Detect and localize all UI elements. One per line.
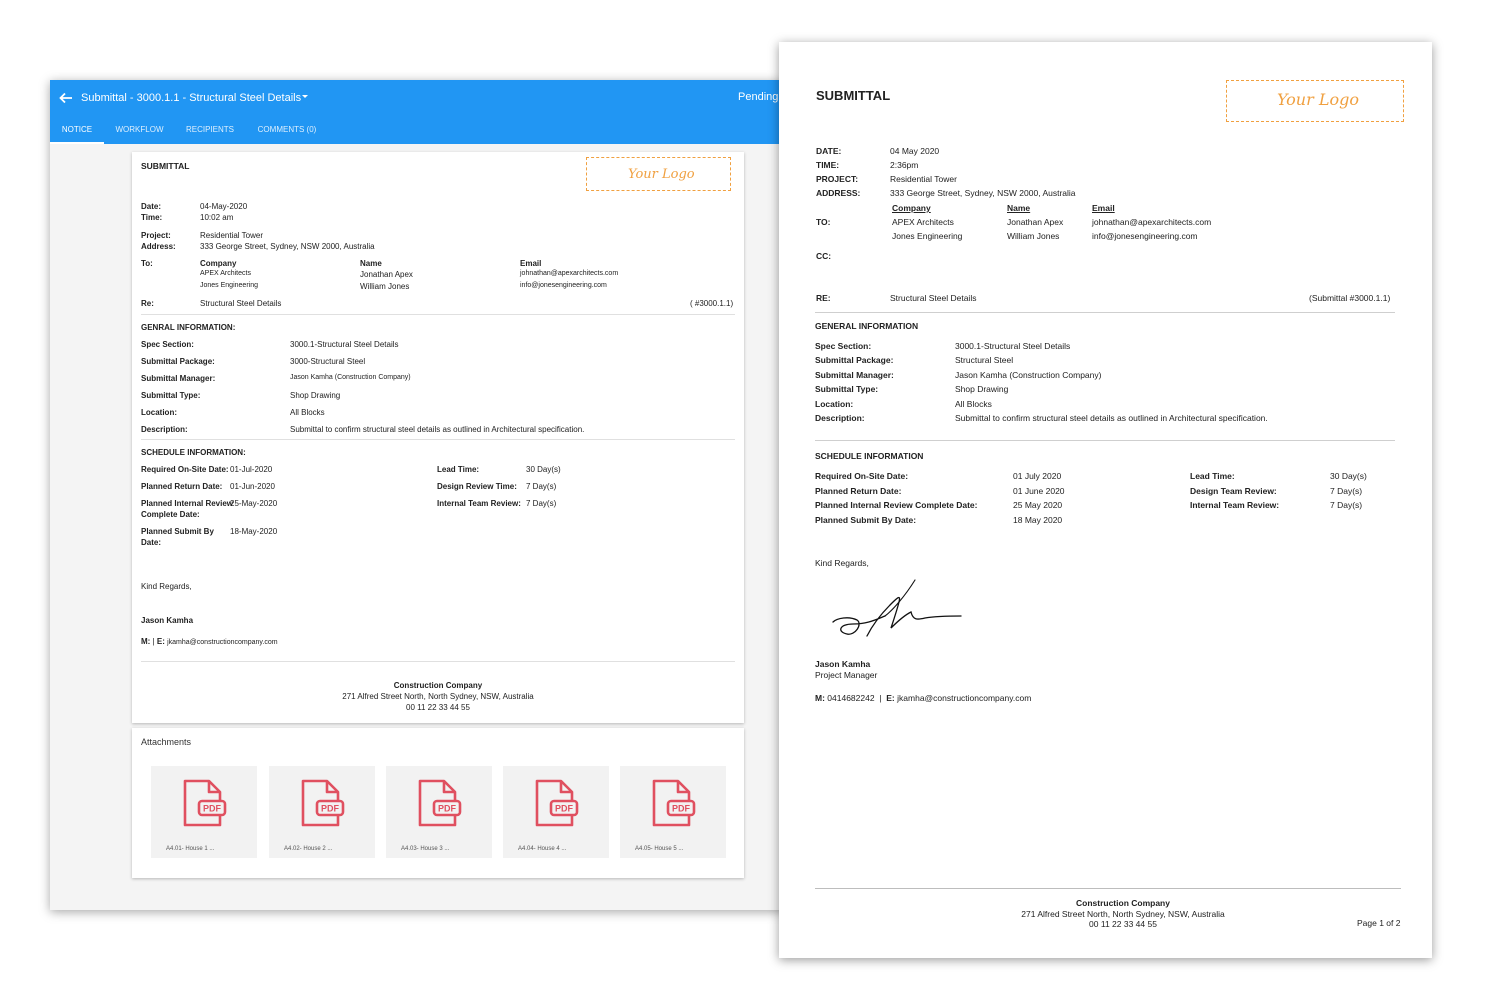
- recipient-name: Jonathan Apex: [360, 270, 413, 279]
- pdf-file-icon: [181, 778, 227, 828]
- name-column-header: Name: [360, 259, 382, 268]
- pdf-recipient-email: johnathan@apexarchitects.com: [1092, 217, 1212, 227]
- pdf-location-value: All Blocks: [955, 399, 992, 409]
- divider: [815, 888, 1401, 889]
- pdf-submittal-manager-value: Jason Kamha (Construction Company): [955, 370, 1102, 380]
- contact-line: [141, 637, 278, 646]
- attachment-filename: A4.01- House 1 ...: [166, 846, 215, 852]
- pdf-planned-submit-date-value: 18 May 2020: [1013, 515, 1063, 525]
- pdf-internal-team-review-label: Internal Team Review:: [1190, 500, 1280, 510]
- pdf-recipient-name: Jonathan Apex: [1007, 217, 1064, 227]
- footer-phone: 00 11 22 33 44 55: [406, 703, 470, 712]
- attachment-filename: A4.05- House 5 ...: [635, 846, 684, 852]
- notice-heading: SUBMITTAL: [141, 161, 190, 171]
- pdf-time-label: TIME:: [816, 160, 840, 170]
- attachment-filename: A4.04- House 4 ...: [518, 846, 567, 852]
- pdf-file-icon: [416, 778, 462, 828]
- planned-return-date-value: 01-Jun-2020: [230, 482, 275, 491]
- submittal-title: Submittal - 3000.1.1 - Structural Steel Details: [81, 92, 302, 104]
- pdf-design-team-review-label: Design Team Review:: [1190, 486, 1277, 496]
- notice-footer: [132, 680, 744, 713]
- pdf-badge: PDF: [321, 803, 339, 814]
- pdf-planned-return-date-value: 01 June 2020: [1013, 486, 1065, 496]
- pdf-recipient-name: William Jones: [1007, 231, 1060, 241]
- pdf-description-label: Description:: [815, 413, 865, 423]
- attachment-filename: A4.02- House 2 ...: [284, 846, 333, 852]
- pdf-badge: PDF: [555, 803, 573, 814]
- pdf-schedule-info-heading: SCHEDULE INFORMATION: [815, 451, 924, 461]
- footer-company: Construction Company: [393, 681, 483, 690]
- location-value: All Blocks: [290, 408, 325, 417]
- divider: [815, 440, 1395, 441]
- location-label: Location:: [141, 408, 177, 417]
- time-value: 10:02 am: [200, 213, 234, 222]
- pdf-submittal-type-value: Shop Drawing: [955, 384, 1009, 394]
- recipient-company: Jones Engineering: [200, 282, 258, 289]
- design-review-time-value: 7 Day(s): [526, 482, 557, 491]
- planned-internal-review-label: Complete Date:: [141, 510, 200, 519]
- internal-team-review-label: Internal Team Review:: [437, 499, 521, 508]
- app-bar: [50, 80, 785, 144]
- email-column-header: Email: [520, 259, 542, 268]
- pdf-contact-separator: |: [879, 693, 882, 703]
- submittal-package-label: Submittal Package:: [141, 357, 215, 366]
- pdf-date-value: 04 May 2020: [890, 146, 940, 156]
- description-value: Submittal to confirm structural steel details as outlined in Architectural specification.: [290, 425, 585, 434]
- pdf-time-value: 2:36pm: [890, 160, 919, 170]
- submittal-app-window: [50, 80, 785, 910]
- logo-placeholder: [586, 157, 731, 191]
- pdf-recipient-company: APEX Architects: [892, 217, 954, 227]
- pdf-recipient-email: info@jonesengineering.com: [1092, 231, 1198, 241]
- submittal-pdf-page: [779, 42, 1432, 958]
- required-onsite-date-value: 01-Jul-2020: [230, 465, 273, 474]
- divider: [141, 439, 735, 440]
- required-onsite-date-label: Required On-Site Date:: [141, 465, 229, 474]
- submittal-type-value: Shop Drawing: [290, 391, 341, 400]
- pdf-kind-regards: Kind Regards,: [815, 558, 869, 568]
- pdf-project-value: Residential Tower: [890, 174, 957, 184]
- planned-submit-date-value: 18-May-2020: [230, 527, 278, 536]
- contact-separator: |: [152, 637, 155, 646]
- pdf-location-label: Location:: [815, 399, 854, 409]
- recipient-name: William Jones: [360, 282, 410, 291]
- pdf-to-label: TO:: [816, 217, 831, 227]
- email-label: E:: [156, 637, 165, 646]
- pdf-heading: SUBMITTAL: [816, 88, 891, 103]
- pdf-email-column-header: Email: [1092, 203, 1115, 213]
- pdf-submittal-package-label: Submittal Package:: [815, 355, 894, 365]
- pdf-submittal-type-label: Submittal Type:: [815, 384, 879, 394]
- project-value: Residential Tower: [200, 231, 263, 240]
- pdf-design-team-review-value: 7 Day(s): [1330, 486, 1363, 496]
- divider: [815, 312, 1395, 313]
- pdf-badge: PDF: [672, 803, 690, 814]
- submittal-package-value: 3000-Structural Steel: [290, 357, 366, 366]
- submittal-manager-value: Jason Kamha (Construction Company): [290, 374, 411, 381]
- pdf-lead-time-label: Lead Time:: [1190, 471, 1235, 481]
- pdf-contact-line: [815, 693, 1031, 703]
- signer-name: Jason Kamha: [141, 616, 194, 625]
- general-info-heading: GENRAL INFORMATION:: [141, 323, 236, 332]
- submittal-manager-label: Submittal Manager:: [141, 374, 216, 383]
- planned-submit-date-label: Planned Submit By: [141, 527, 214, 536]
- attachment-tile[interactable]: [503, 766, 609, 858]
- pdf-spec-section-value: 3000.1-Structural Steel Details: [955, 341, 1071, 351]
- re-label: Re:: [141, 299, 154, 308]
- tab-comments[interactable]: COMMENTS (0): [257, 125, 317, 134]
- footer-address: 271 Alfred Street North, North Sydney, NSW, Australia: [342, 692, 534, 701]
- pdf-contact-email: jkamha@constructioncompany.com: [897, 693, 1032, 703]
- pdf-logo-text: Your Logo: [1277, 90, 1359, 109]
- pdf-project-label: PROJECT:: [816, 174, 859, 184]
- re-reference: ( #3000.1.1): [690, 299, 734, 308]
- description-label: Description:: [141, 425, 188, 434]
- kind-regards: Kind Regards,: [141, 582, 192, 591]
- pdf-required-onsite-date-value: 01 July 2020: [1013, 471, 1062, 481]
- attachments-card: [132, 728, 744, 878]
- divider: [141, 661, 735, 662]
- pdf-spec-section-label: Spec Section:: [815, 341, 872, 351]
- planned-internal-review-label: Planned Internal Review: [141, 499, 234, 508]
- date-value: 04-May-2020: [200, 202, 248, 211]
- pdf-mobile-number: 0414682242: [827, 693, 875, 703]
- signature-image: [827, 574, 967, 646]
- pdf-submittal-manager-label: Submittal Manager:: [815, 370, 894, 380]
- schedule-info-heading: SCHEDULE INFORMATION:: [141, 448, 246, 457]
- attachment-tile[interactable]: [151, 766, 257, 858]
- pdf-email-label: E:: [886, 693, 895, 703]
- design-review-time-label: Design Review Time:: [437, 482, 517, 491]
- recipient-email: johnathan@apexarchitects.com: [520, 270, 619, 277]
- pdf-general-info-heading: GENERAL INFORMATION: [815, 321, 919, 331]
- pdf-footer-company: Construction Company: [1076, 898, 1170, 908]
- logo-text: Your Logo: [628, 167, 695, 182]
- pdf-planned-internal-review-label: Planned Internal Review Complete Date:: [815, 500, 978, 510]
- recipient-company: APEX Architects: [200, 270, 251, 277]
- pdf-mobile-label: M:: [815, 693, 825, 703]
- pdf-description-value: Submittal to confirm structural steel details as outlined in Architectural specification.: [955, 413, 1268, 423]
- pdf-re-value: Structural Steel Details: [890, 293, 977, 303]
- pdf-badge: PDF: [438, 803, 456, 814]
- pdf-signer-title: Project Manager: [815, 670, 878, 680]
- address-label: Address:: [141, 242, 176, 251]
- attachment-tile[interactable]: [620, 766, 726, 858]
- pdf-company-column-header: Company: [892, 203, 931, 213]
- pdf-footer-address: 271 Alfred Street North, North Sydney, NSW, Australia: [1021, 908, 1225, 919]
- re-value: Structural Steel Details: [200, 299, 282, 308]
- pdf-name-column-header: Name: [1007, 203, 1031, 213]
- pdf-planned-return-date-label: Planned Return Date:: [815, 486, 902, 496]
- pdf-file-icon: [533, 778, 579, 828]
- pdf-re-label: RE:: [816, 293, 831, 303]
- tab-workflow[interactable]: WORKFLOW: [115, 125, 164, 134]
- pdf-planned-internal-review-value: 25 May 2020: [1013, 500, 1063, 510]
- lead-time-value: 30 Day(s): [526, 465, 561, 474]
- pdf-planned-submit-date-label: Planned Submit By Date:: [815, 515, 917, 525]
- recipient-email: info@jonesengineering.com: [520, 282, 607, 289]
- internal-team-review-value: 7 Day(s): [526, 499, 557, 508]
- pdf-lead-time-value: 30 Day(s): [1330, 471, 1367, 481]
- tab-notice[interactable]: NOTICE: [50, 116, 104, 144]
- planned-return-date-label: Planned Return Date:: [141, 482, 223, 491]
- planned-internal-review-value: 25-May-2020: [230, 499, 278, 508]
- pdf-address-value: 333 George Street, Sydney, NSW 2000, Australia: [890, 188, 1076, 198]
- pdf-recipient-company: Jones Engineering: [892, 231, 963, 241]
- company-column-header: Company: [200, 259, 237, 268]
- title-dropdown-icon[interactable]: [300, 91, 310, 101]
- pdf-internal-team-review-value: 7 Day(s): [1330, 500, 1363, 510]
- mobile-label: M:: [141, 637, 151, 646]
- project-label: Project:: [141, 231, 171, 240]
- pdf-logo-placeholder: [1226, 80, 1404, 122]
- spec-section-label: Spec Section:: [141, 340, 194, 349]
- pdf-date-label: DATE:: [816, 146, 842, 156]
- pdf-page-number: Page 1 of 2: [1357, 918, 1401, 928]
- submittal-type-label: Submittal Type:: [141, 391, 201, 400]
- pdf-cc-label: CC:: [816, 251, 832, 261]
- pdf-re-reference: (Submittal #3000.1.1): [1309, 293, 1391, 303]
- pdf-address-label: ADDRESS:: [816, 188, 861, 198]
- pdf-file-icon: [299, 778, 345, 828]
- pdf-badge: PDF: [203, 803, 221, 814]
- to-label: To:: [141, 259, 153, 268]
- pdf-signer-name: Jason Kamha: [815, 659, 871, 669]
- date-label: Date:: [141, 202, 162, 211]
- spec-section-value: 3000.1-Structural Steel Details: [290, 340, 399, 349]
- planned-submit-date-label: Date:: [141, 538, 162, 547]
- time-label: Time:: [141, 213, 163, 222]
- status-label: Pending: [738, 91, 779, 103]
- pdf-file-icon: [650, 778, 696, 828]
- attachment-tile[interactable]: [269, 766, 375, 858]
- contact-email[interactable]: jkamha@constructioncompany.com: [167, 639, 278, 646]
- address-value: 333 George Street, Sydney, NSW 2000, Australia: [200, 242, 375, 251]
- tab-recipients[interactable]: RECIPIENTS: [185, 125, 234, 134]
- back-arrow-icon[interactable]: [58, 90, 74, 106]
- attachment-filename: A4.03- House 3 ...: [401, 846, 450, 852]
- attachment-tile[interactable]: [386, 766, 492, 858]
- pdf-required-onsite-date-label: Required On-Site Date:: [815, 471, 909, 481]
- attachments-heading: Attachments: [141, 737, 192, 747]
- lead-time-label: Lead Time:: [437, 465, 480, 474]
- pdf-footer: [815, 898, 1431, 930]
- pdf-footer-phone: 00 11 22 33 44 55: [1089, 919, 1157, 929]
- divider: [141, 314, 735, 315]
- pdf-submittal-package-value: Structural Steel: [955, 355, 1014, 365]
- notice-card: [132, 152, 744, 723]
